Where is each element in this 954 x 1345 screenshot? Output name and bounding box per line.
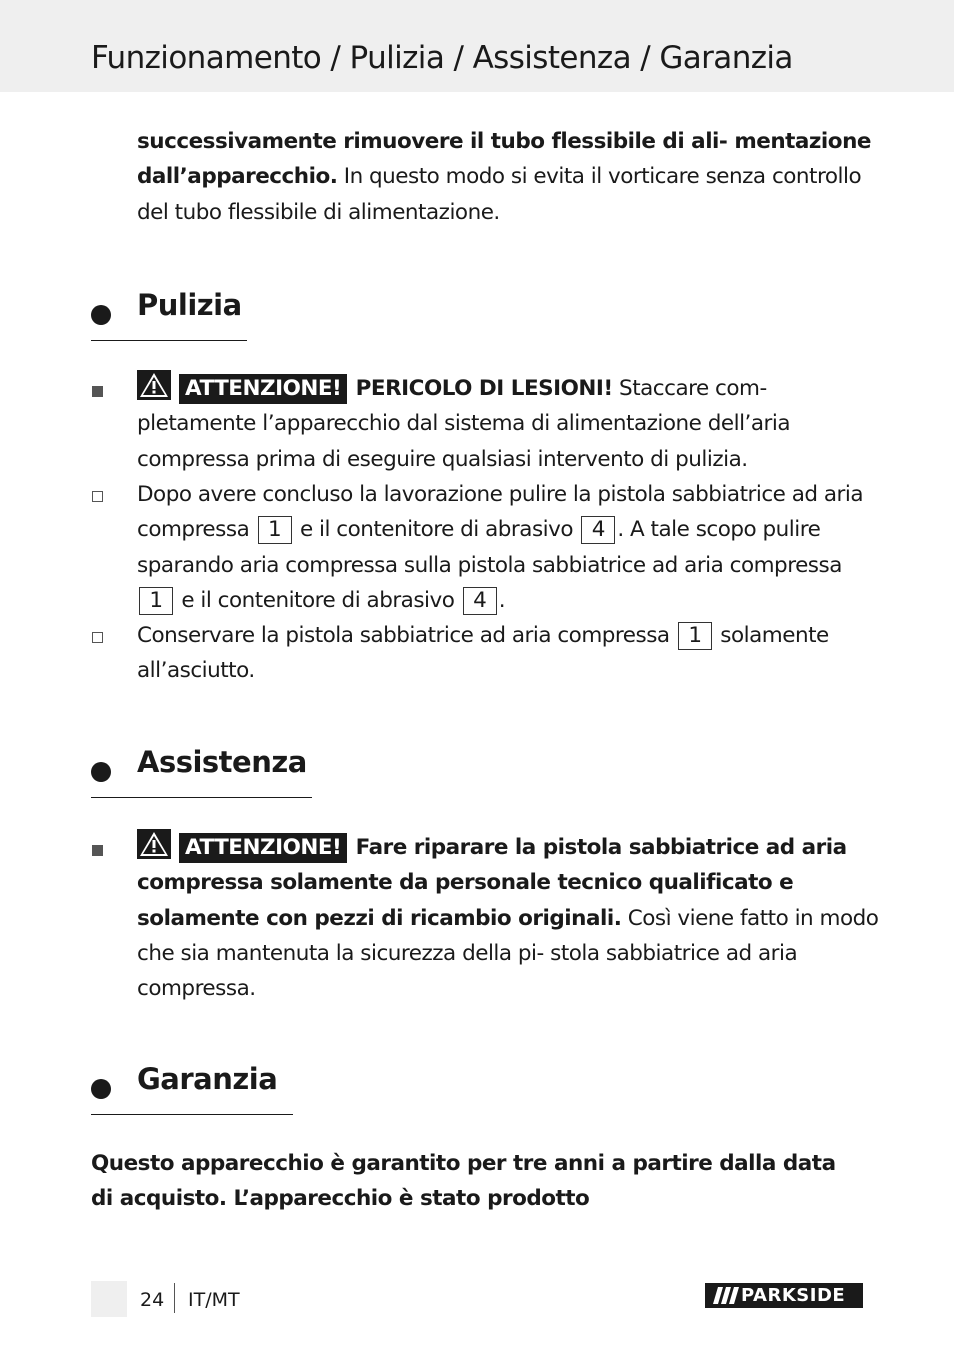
intro-bold-text: successivamente rimuovere il tubo flessibile di ali- mentazione dall’apparecchio. bbox=[137, 129, 871, 190]
checkbox-bullet-icon bbox=[92, 491, 103, 502]
item-text: Conservare la pistola sabbiatrice ad aria compressa bbox=[137, 623, 670, 648]
pulizia-item-2 bbox=[137, 618, 882, 689]
item-text: solamente all’asciutto. bbox=[137, 623, 829, 684]
part-reference: 1 bbox=[258, 516, 292, 544]
section-title: Assistenza bbox=[137, 745, 307, 779]
footer-divider bbox=[174, 1283, 175, 1313]
pulizia-warning bbox=[137, 370, 882, 477]
page-title: Funzionamento / Pulizia / Assistenza / Garanzia bbox=[91, 40, 793, 76]
item-text: e il contenitore di abrasivo bbox=[299, 517, 573, 543]
circle-bullet-icon bbox=[91, 762, 111, 782]
part-reference: 4 bbox=[581, 516, 615, 544]
circle-bullet-icon bbox=[91, 1079, 111, 1099]
section-title: Pulizia bbox=[137, 288, 242, 322]
garanzia-paragraph bbox=[91, 1146, 851, 1217]
section-title: Garanzia bbox=[137, 1062, 278, 1096]
language-code: IT/MT bbox=[188, 1289, 240, 1311]
page-number: 24 bbox=[140, 1289, 165, 1311]
section-garanzia-heading bbox=[91, 1062, 293, 1115]
brand-logo bbox=[705, 1283, 863, 1308]
item-text: . bbox=[498, 587, 506, 613]
warning-bold-text: PERICOLO DI LESIONI! bbox=[355, 376, 613, 401]
brand-name: PARKSIDE bbox=[741, 1285, 846, 1306]
warning-label: ATTENZIONE! bbox=[179, 833, 347, 863]
intro-text: In questo modo si evita il vorticare senza controllo del tubo flessibile di alimentazione. bbox=[137, 164, 862, 225]
intro-paragraph bbox=[137, 124, 882, 230]
warning-label: ATTENZIONE! bbox=[179, 374, 347, 404]
section-pulizia-heading bbox=[91, 288, 247, 341]
square-bullet-icon bbox=[92, 845, 103, 856]
circle-bullet-icon bbox=[91, 305, 111, 325]
warning-triangle-icon bbox=[137, 829, 171, 859]
warning-text: Così viene fatto in modo che sia mantenuta la sicurezza della pi- stola sabbiatrice ad aria compressa. bbox=[137, 905, 879, 1002]
warning-bold-text: Fare riparare la pistola sabbiatrice ad aria compressa solamente da personale tecnico qualificato e solamente con pezzi di ricambio originali. bbox=[137, 835, 847, 931]
item-text: Dopo avere concluso la lavorazione pulire la pistola sabbiatrice ad aria compressa bbox=[137, 482, 864, 543]
warning-text: Staccare com- pletamente l’apparecchio dal sistema di alimentazione dell’aria compressa prima di eseguire qualsiasi intervento di pulizia. bbox=[137, 376, 791, 472]
warning-triangle-icon bbox=[137, 370, 171, 400]
logo-stripes-icon bbox=[709, 1283, 739, 1308]
footer-box bbox=[91, 1281, 127, 1317]
garanzia-bold-text: Questo apparecchio è garantito per tre anni a partire dalla data di acquisto. L’apparecchio è stato prodotto bbox=[91, 1151, 836, 1212]
item-text: e il contenitore di abrasivo bbox=[181, 587, 455, 613]
pulizia-item-1 bbox=[137, 477, 882, 618]
item-text: . A tale scopo pulire sparando aria compressa sulla pistola sabbiatrice ad aria compressa bbox=[137, 517, 842, 578]
assistenza-warning bbox=[137, 829, 882, 1006]
part-reference: 4 bbox=[463, 587, 497, 615]
part-reference: 1 bbox=[139, 587, 173, 615]
checkbox-bullet-icon bbox=[92, 632, 103, 643]
part-reference: 1 bbox=[678, 622, 712, 650]
section-assistenza-heading bbox=[91, 745, 312, 798]
square-bullet-icon bbox=[92, 386, 103, 397]
